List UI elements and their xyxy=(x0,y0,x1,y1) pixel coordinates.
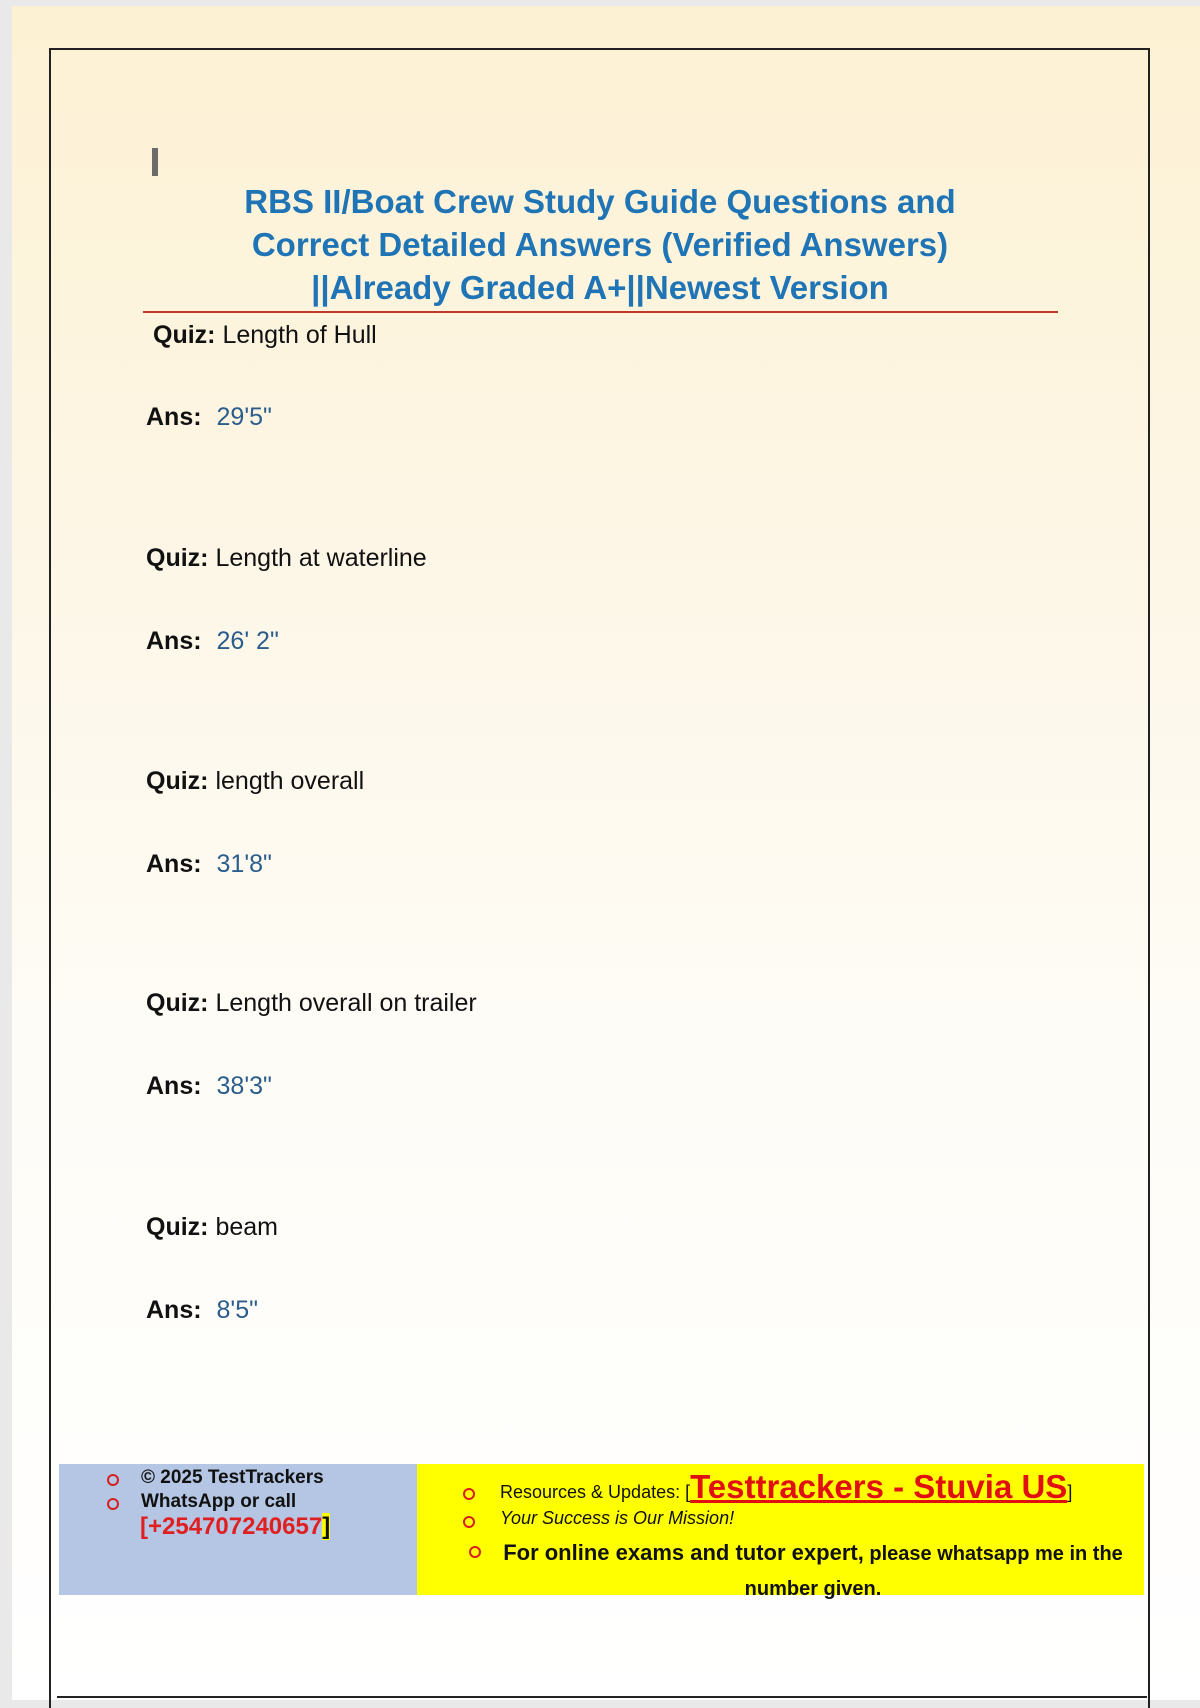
quiz-label: Quiz: xyxy=(146,1213,209,1241)
online-exams-rest: please whatsapp me in the number given. xyxy=(744,1543,1123,1600)
resources-label: Resources & Updates: [ xyxy=(500,1482,691,1502)
ans-label: Ans: xyxy=(146,850,202,878)
bullet-icon xyxy=(107,1474,119,1486)
question-text: Length at waterline xyxy=(215,544,427,572)
answer-text: 38'3" xyxy=(216,1072,272,1100)
resources-line xyxy=(500,1468,1072,1506)
quiz-answer-2 xyxy=(146,627,279,656)
bullet-icon xyxy=(463,1516,475,1528)
copyright-text: © 2025 TestTrackers xyxy=(141,1467,324,1488)
quiz-question-2 xyxy=(146,544,427,573)
footer-contact-panel xyxy=(59,1464,417,1595)
ans-label: Ans: xyxy=(146,627,202,655)
answer-text: 26' 2" xyxy=(216,627,279,655)
question-text: beam xyxy=(215,1213,278,1241)
quiz-question-4 xyxy=(146,989,477,1018)
question-text: Length overall on trailer xyxy=(215,989,477,1017)
bullet-icon xyxy=(107,1498,119,1510)
phone-number-text: +254707240657 xyxy=(148,1513,323,1540)
phone-number[interactable]: [+254707240657] xyxy=(140,1513,331,1540)
ans-label: Ans: xyxy=(146,403,202,431)
resources-link[interactable]: Testtrackers - Stuvia US xyxy=(690,1468,1068,1505)
title-underline xyxy=(143,311,1058,313)
title-line-2: Correct Detailed Answers (Verified Answers) xyxy=(251,226,949,263)
answer-text: 29'5" xyxy=(216,403,272,431)
bullet-icon xyxy=(463,1488,475,1500)
mission-text: Your Success is Our Mission! xyxy=(500,1508,735,1528)
answer-text: 31'8" xyxy=(216,850,272,878)
quiz-question-5 xyxy=(146,1213,278,1242)
title-line-3: ||Already Graded A+||Newest Version xyxy=(311,269,889,306)
page-bottom-rule xyxy=(57,1696,1147,1698)
question-text: Length of Hull xyxy=(222,321,377,349)
text-cursor-marker xyxy=(152,148,158,176)
online-exams-text xyxy=(503,1536,1123,1606)
online-exams-big: For online exams and tutor expert, xyxy=(503,1540,864,1565)
quiz-label: Quiz: xyxy=(146,767,209,795)
bullet-icon xyxy=(469,1546,481,1558)
quiz-label: Quiz: xyxy=(146,544,209,572)
quiz-label: Quiz: xyxy=(153,321,216,349)
ans-label: Ans: xyxy=(146,1296,202,1324)
quiz-answer-4 xyxy=(146,1072,272,1101)
quiz-question-1 xyxy=(153,321,377,350)
footer-banner xyxy=(59,1464,1144,1600)
quiz-answer-3 xyxy=(146,850,272,879)
question-text: length overall xyxy=(215,767,365,795)
footer-resources-panel xyxy=(417,1464,1144,1600)
quiz-answer-5 xyxy=(146,1296,258,1325)
quiz-answer-1 xyxy=(146,403,272,432)
ans-label: Ans: xyxy=(146,1072,202,1100)
whatsapp-label: WhatsApp or call xyxy=(141,1491,297,1512)
quiz-label: Quiz: xyxy=(146,989,209,1017)
quiz-question-3 xyxy=(146,767,364,796)
title-line-1: RBS II/Boat Crew Study Guide Questions and xyxy=(244,183,956,220)
resources-close: ] xyxy=(1067,1482,1073,1502)
answer-text: 8'5" xyxy=(216,1296,258,1324)
document-title xyxy=(150,180,1050,309)
